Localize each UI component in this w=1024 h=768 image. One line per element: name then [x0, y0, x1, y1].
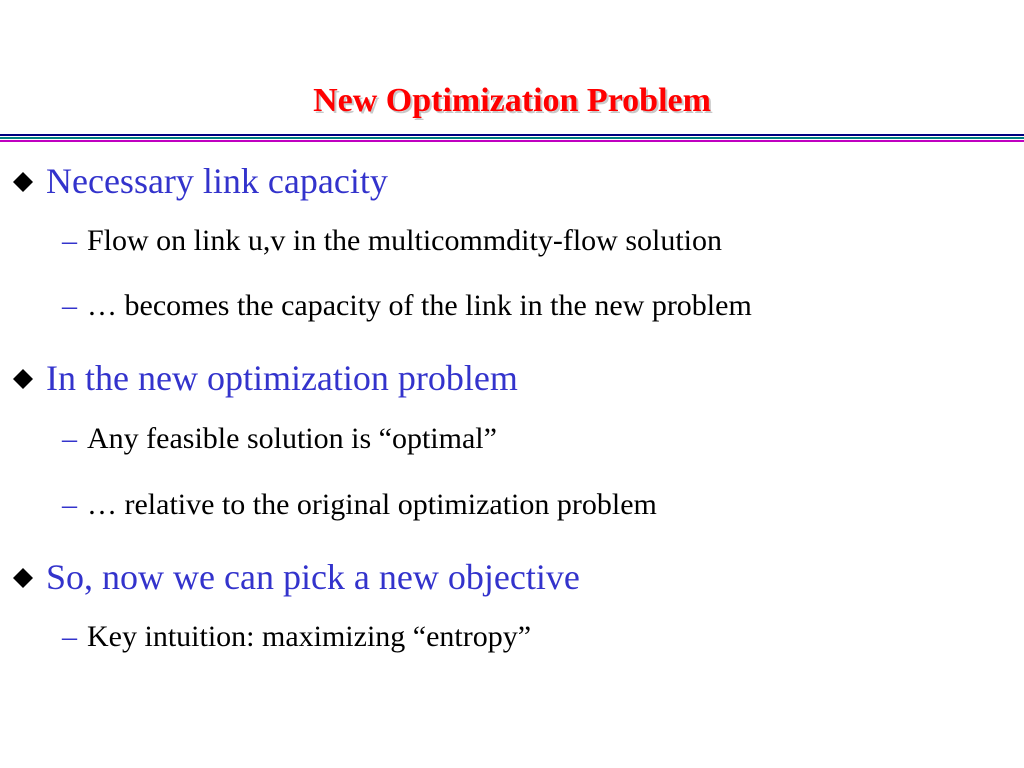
diamond-icon: [12, 368, 34, 390]
dash-marker: –: [62, 289, 77, 322]
bullet-text: In the new optimization problem: [46, 358, 518, 398]
dash-marker: –: [62, 422, 77, 455]
sub-bullet-text: … becomes the capacity of the link in the new problem: [87, 289, 752, 322]
slide-title: New Optimization Problem: [313, 82, 711, 119]
sub-bullet-text: Any feasible solution is “optimal”: [87, 422, 497, 455]
bullet-item: [12, 357, 518, 399]
sub-bullet-text: … relative to the original optimization problem: [87, 488, 657, 521]
bullet-text: Necessary link capacity: [46, 161, 388, 201]
dash-marker: –: [62, 620, 77, 653]
sub-bullet-text: Flow on link u,v in the multicommdity-flow solution: [87, 224, 722, 257]
bullet-item: [12, 556, 580, 598]
sub-bullet-item: [62, 224, 722, 258]
sub-bullet-item: [62, 488, 657, 522]
sub-bullet-item: [62, 620, 531, 654]
bullet-item: [12, 160, 388, 202]
diamond-icon: [12, 171, 34, 193]
dash-marker: –: [62, 224, 77, 257]
sub-bullet-text: Key intuition: maximizing “entropy”: [87, 620, 532, 653]
bullet-text: So, now we can pick a new objective: [46, 557, 580, 597]
sub-bullet-item: [62, 422, 497, 456]
sub-bullet-item: [62, 289, 752, 323]
dash-marker: –: [62, 488, 77, 521]
diamond-icon: [12, 567, 34, 589]
